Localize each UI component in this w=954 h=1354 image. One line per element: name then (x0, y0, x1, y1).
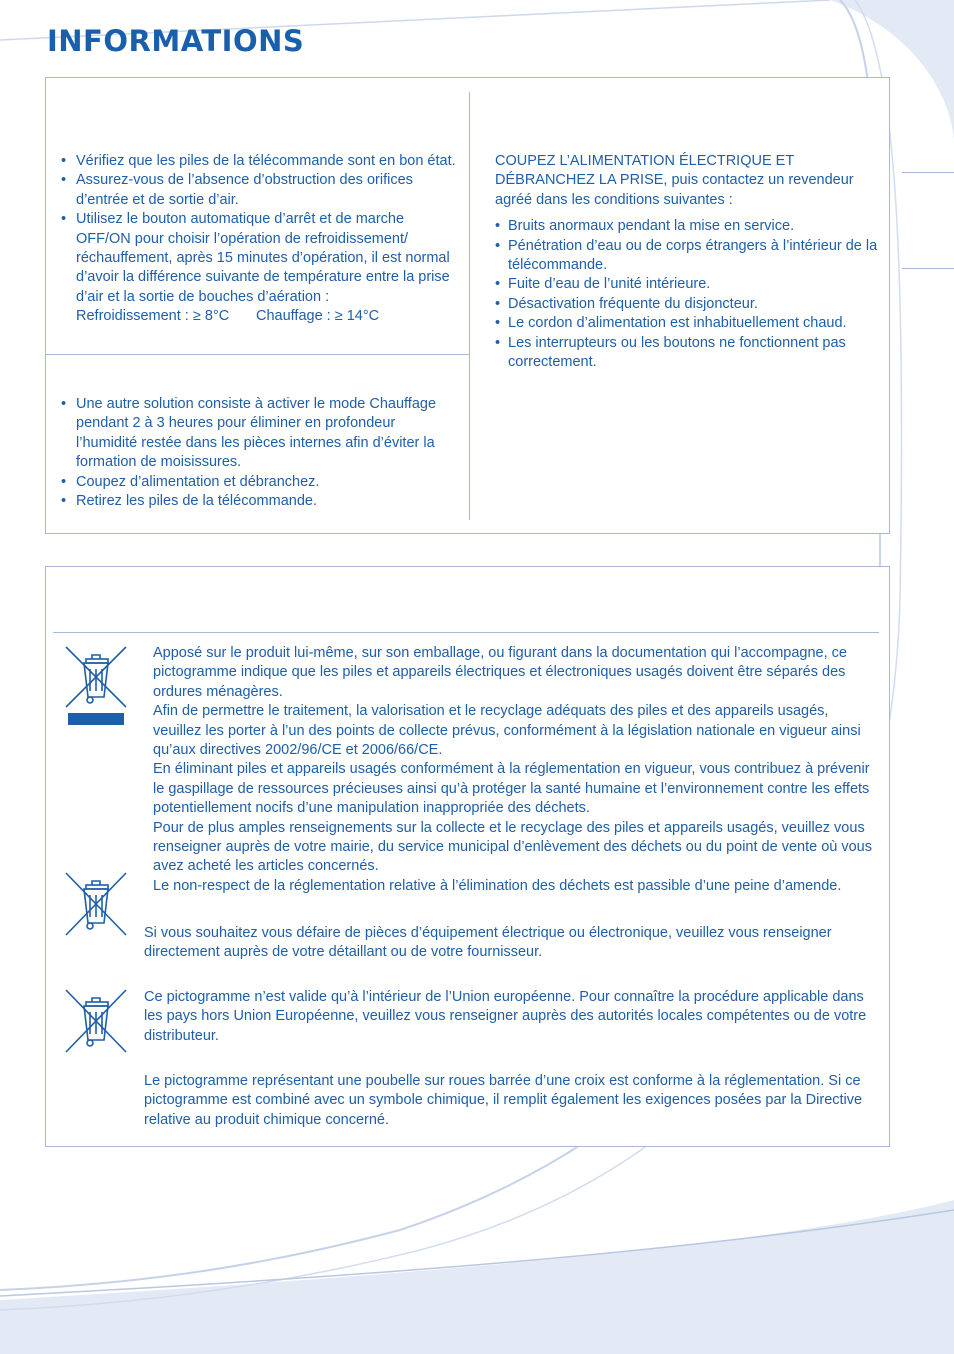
paragraph: Pour de plus amples renseignements sur la collecte et le recyclage des piles et appareils usagés, veuillez vous renseigner auprès de votre mairie, du service municipal d’enlèvement des déchets ou du point de vente où vous avez acheté les articles concernés. (153, 819, 872, 875)
list-item (61, 210, 459, 326)
list-item-text: Fuite d’eau de l’unité intérieure. (508, 276, 711, 293)
dealer-conditions-list (495, 217, 880, 372)
list-item (61, 473, 459, 492)
list-item (495, 334, 880, 373)
side-tab-line-upper (902, 172, 954, 173)
list-item (61, 492, 459, 511)
list-item-text: Vérifiez que les piles de la télécommande sont en bon état. (76, 153, 456, 169)
dealer-intro (495, 152, 880, 210)
list-item-text: Pénétration d’eau ou de corps étrangers à l’intérieur de la télécommande. (508, 237, 878, 274)
list-item-text: Utilisez le bouton automatique d’arrêt et de marche OFF/ON pour choisir l’opération de refroidissement/ réchauffement, après 15 minutes d’opération, il est normal d’avoir la différence suivante de température entre la prise d’air et la sortie de bouches d’aération : (76, 211, 450, 305)
disposal-info-box (45, 566, 890, 1147)
paragraph: Apposé sur le produit lui-même, sur son emballage, ou figurant dans la documentation qui l’accompagne, ce pictogramme indique que les piles et appareils électriques et électroniques usagés doivent être séparés des ordures ménagères. (153, 645, 847, 700)
list-item-text: Une autre solution consiste à activer le mode Chauffage pendant 2 à 3 heures pour éliminer en profondeur l’humidité restée dans les pièces internes afin d’éviter la formation de moisissures. (76, 396, 437, 471)
paragraph: Le non-respect de la réglementation relative à l’élimination des déchets est passible d’une peine d’amende. (153, 877, 842, 894)
crossed-out-wheelie-bin-icon (64, 871, 128, 937)
paragraph: En éliminant piles et appareils usagés conformément à la réglementation en vigueur, vous contribuez à prévenir le gaspillage de ressources précieuses ainsi qu’à protéger la santé humaine et l’environnement contre les effets potentiellement nocifs d’une manipulation inappropriée des déchets. (153, 761, 870, 817)
business-users-text: Si vous souhaitez vous défaire de pièces d’équipement électrique ou électronique, veuillez vous renseigner directement auprès de votre détaillant ou de votre fournisseur. (144, 925, 832, 961)
list-item-text: Bruits anormaux pendant la mise en service. (508, 218, 795, 235)
intro-text: puis contactez un revendeur agréé dans les conditions suivantes : (495, 172, 854, 208)
header-divider (53, 632, 879, 633)
disposal-main-text (153, 644, 873, 896)
cooling-value: Refroidissement : ≥ 8°C (76, 308, 230, 325)
list-item (495, 314, 880, 333)
storage-list (61, 395, 459, 511)
checks-list (61, 152, 459, 327)
list-item-text: Coupez d’alimentation et débranchez. (76, 473, 320, 490)
chemical-symbol-text: Le pictogramme représentant une poubelle sur roues barrée d’une croix est conforme à la réglementation. Si ce pictogramme est combiné avec un symbole chimique, il remplit également les exigences posées par la Directive relative au produit chimique concerné. (144, 1073, 863, 1128)
list-item-text: Les interrupteurs ou les boutons ne fonctionnent pas correctement. (508, 334, 846, 371)
side-tab-line-lower (902, 268, 954, 269)
list-item (61, 171, 459, 210)
outside-eu-text: Ce pictogramme n’est valide qu’à l’intérieur de l’Union européenne. Pour connaître la procédure applicable dans les pays hors Union Européenne, veuillez vous renseigner auprès des autorités locales compétentes ou de votre distributeur. (144, 989, 867, 1044)
paragraph: Afin de permettre le traitement, la valorisation et le recyclage adéquats des piles et des appareils usagés, veuillez les porter à l’un des points de collecte prévus, conformément à la législation nationale en vigueur ainsi qu’aux directives 2002/96/CE et 2006/66/CE. (153, 703, 861, 759)
temperature-difference (76, 308, 379, 324)
crossed-out-wheelie-bin-icon (64, 988, 128, 1054)
column-divider (469, 92, 470, 520)
list-item-text: Assurez-vous de l’absence d’obstruction des orifices d’entrée et de sortie d’air. (76, 172, 413, 208)
maintenance-info-box (45, 77, 890, 534)
list-item-text: Retirez les piles de la télécommande. (76, 493, 317, 510)
list-item (61, 395, 459, 473)
list-item (61, 152, 459, 171)
list-item-text: Désactivation fréquente du disjoncteur. (508, 295, 758, 312)
intro-warning: COUPEZ L’ALIMENTATION ÉLECTRIQUE ET DÉBRANCHEZ LA PRISE, (495, 153, 794, 189)
list-item (495, 295, 880, 314)
crossed-out-wheelie-bin-icon (64, 645, 128, 729)
list-item (495, 237, 880, 276)
heating-value: Chauffage : ≥ 14°C (256, 308, 380, 325)
page-title: INFORMATIONS (47, 24, 305, 58)
list-item-text: Le cordon d’alimentation est inhabituellement chaud. (508, 315, 847, 332)
dealer-contact-block (495, 152, 880, 372)
list-item (495, 275, 880, 294)
list-item (495, 217, 880, 236)
section-divider (46, 354, 469, 355)
